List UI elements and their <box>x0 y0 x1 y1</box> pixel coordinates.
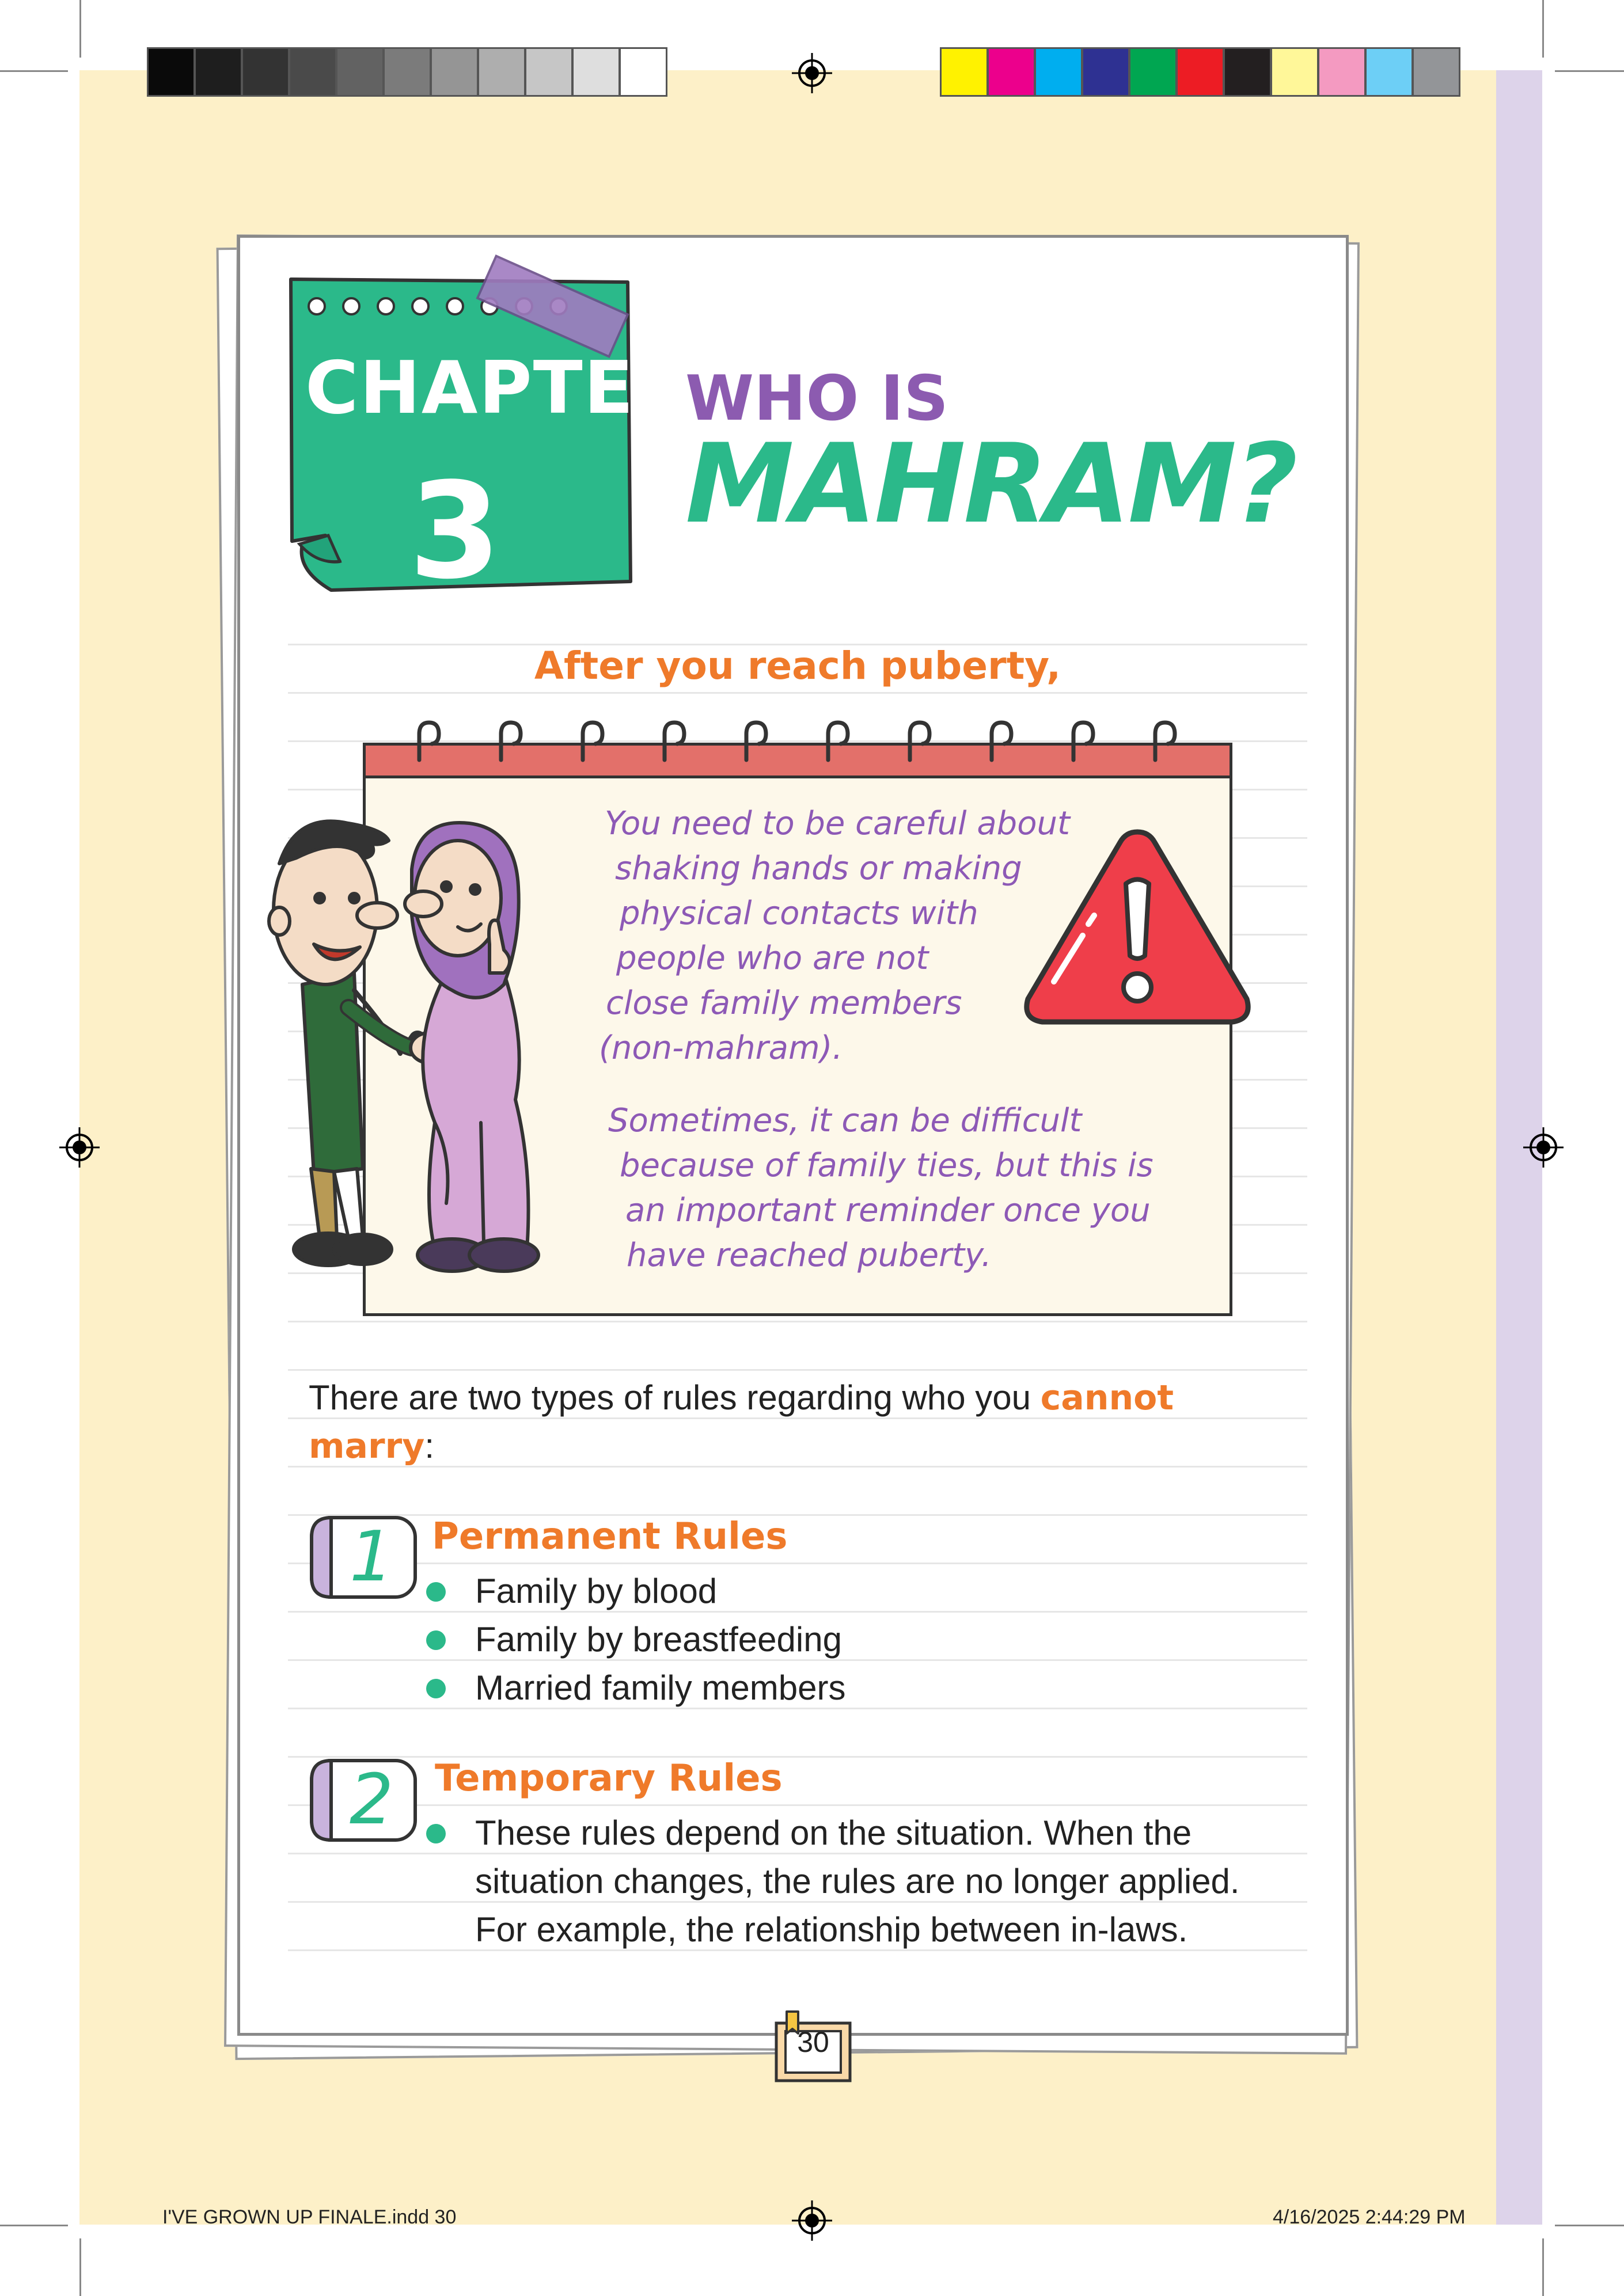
rule-2-title: Temporary Rules <box>435 1757 783 1800</box>
crop-mark <box>0 70 68 72</box>
rule-2-number: 2 <box>349 1760 394 1840</box>
ruled-line <box>288 1321 1307 1322</box>
crop-mark <box>1542 0 1544 58</box>
color-swatch <box>1365 47 1413 97</box>
intro-colon: : <box>424 1427 434 1465</box>
intro-highlight-cannot: cannot <box>1040 1378 1174 1418</box>
rule-1-item: Married family members <box>475 1668 846 1707</box>
color-swatch <box>289 47 337 97</box>
registration-mark-icon <box>792 53 832 93</box>
color-swatch <box>1129 47 1177 97</box>
boy-and-girl-illustration-icon <box>262 800 608 1284</box>
color-swatch <box>147 47 195 97</box>
color-swatch <box>619 47 667 97</box>
calendar-paragraph-2-line: an important reminder once you <box>625 1192 1151 1229</box>
color-swatch <box>987 47 1035 97</box>
crop-mark <box>0 2225 68 2226</box>
color-swatch <box>940 47 988 97</box>
crop-mark <box>1542 2238 1544 2296</box>
calendar-paragraph-2-line: Sometimes, it can be difficult <box>608 1102 1082 1139</box>
calendar-paragraph-1-line: close family members <box>606 984 962 1022</box>
ruled-line <box>288 1804 1307 1806</box>
rule-1-number: 1 <box>349 1517 394 1597</box>
calendar-paragraph-1-line: shaking hands or making <box>615 850 1022 887</box>
calendar-paragraph-1-line: people who are not <box>616 940 929 977</box>
color-swatch <box>1270 47 1319 97</box>
rule-1-title: Permanent Rules <box>432 1515 788 1558</box>
title-line-1: WHO IS <box>685 363 948 435</box>
crop-mark <box>79 0 81 58</box>
bullet-dot-icon <box>426 1679 446 1698</box>
intro-paragraph <box>309 1374 1288 1470</box>
lead-text: After you reach puberty, <box>534 644 1061 688</box>
rule-2-item-line: For example, the relationship between in-laws. <box>475 1910 1188 1949</box>
calendar-rings-icon <box>397 714 1204 777</box>
bullet-dot-icon <box>426 1630 446 1650</box>
ruled-line <box>288 1563 1307 1564</box>
crop-mark <box>79 2238 81 2296</box>
ruled-line <box>288 692 1307 694</box>
color-swatch <box>1176 47 1224 97</box>
bullet-dot-icon <box>426 1824 446 1843</box>
color-swatch <box>1412 47 1460 97</box>
color-swatch <box>336 47 384 97</box>
color-swatch <box>383 47 431 97</box>
calendar-paragraph-2-line: because of family ties, but this is <box>620 1147 1154 1184</box>
rule-1-item: Family by breastfeeding <box>475 1620 842 1659</box>
intro-highlight-marry: marry <box>309 1426 425 1466</box>
rule-2-item-line: situation changes, the rules are no longer applied. <box>475 1862 1240 1900</box>
color-swatch <box>525 47 573 97</box>
registration-mark-icon <box>1523 1127 1564 1168</box>
calendar-paragraph-2-line: have reached puberty. <box>627 1237 992 1274</box>
crop-mark <box>1555 2225 1624 2226</box>
color-swatch <box>194 47 242 97</box>
calendar-paragraph-1-line: physical contacts with <box>620 895 978 932</box>
intro-text: There are two types of rules regarding who you <box>309 1378 1041 1417</box>
color-swatch <box>1034 47 1083 97</box>
print-slug-timestamp: 4/16/2025 2:44:29 PM <box>1273 2206 1466 2228</box>
ruled-line <box>288 1369 1307 1371</box>
color-swatch <box>1223 47 1272 97</box>
chapter-number: 3 <box>408 455 502 609</box>
bullet-dot-icon <box>426 1582 446 1602</box>
color-swatch <box>1082 47 1130 97</box>
registration-mark-icon <box>59 1127 100 1168</box>
warning-triangle-icon <box>1019 820 1255 1033</box>
color-swatch <box>572 47 620 97</box>
title-line-2: MAHRAM? <box>685 420 1296 548</box>
color-swatch <box>1318 47 1366 97</box>
calendar-paragraph-1-line: (non-mahram). <box>599 1029 843 1067</box>
page-number: 30 <box>797 2026 829 2058</box>
registration-mark-icon <box>792 2200 832 2241</box>
color-swatch <box>477 47 526 97</box>
calendar-paragraph-1-line: You need to be careful about <box>605 805 1070 842</box>
crop-mark <box>1555 70 1624 72</box>
rule-1-item: Family by blood <box>475 1572 718 1610</box>
rule-2-item-line: These rules depend on the situation. When the <box>475 1814 1192 1852</box>
color-swatch <box>241 47 290 97</box>
chapter-label: CHAPTER <box>305 345 692 430</box>
color-swatch <box>430 47 479 97</box>
ruled-line <box>288 1611 1307 1613</box>
print-slug-filename: I'VE GROWN UP FINALE.indd 30 <box>162 2206 457 2228</box>
